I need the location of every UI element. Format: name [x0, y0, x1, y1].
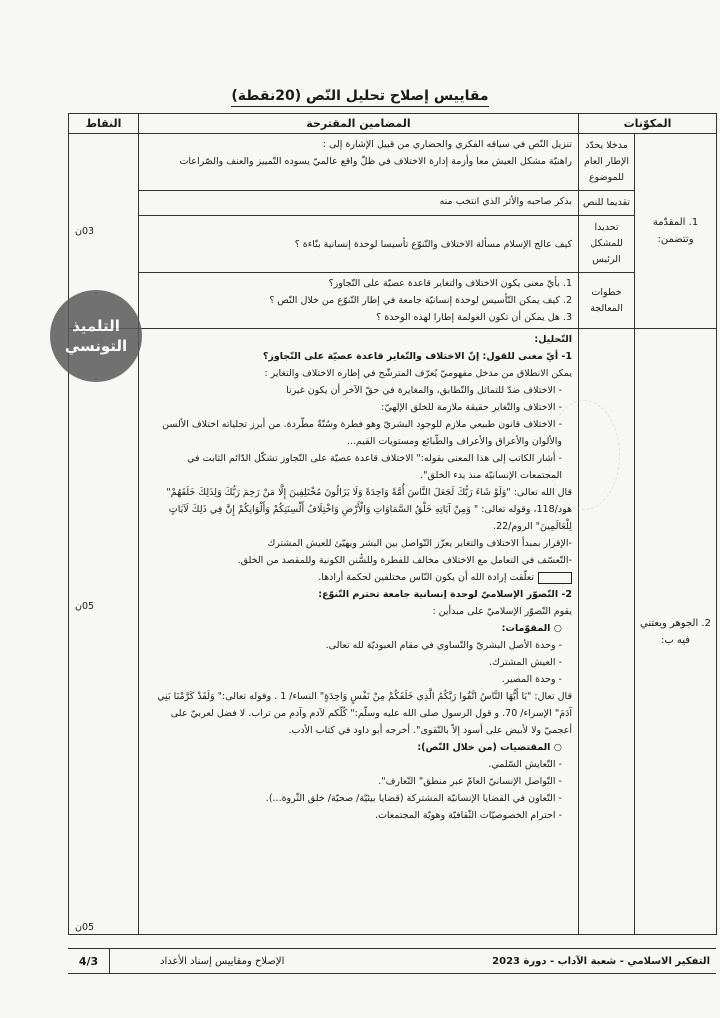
content-line: - الاختلاف ضدّ للتماثل والتّطابق، والمغايرة في حقّ الآخر أن يكون غيرنا [286, 385, 562, 396]
intro-sub-4: خطوات المعالجة [579, 273, 635, 329]
page-footer [68, 948, 716, 974]
core-content [139, 329, 579, 935]
header-contents: المضامين المقترحة [139, 114, 579, 134]
watermark-logo: التلميذ التونسي [50, 290, 142, 382]
intro-content-1: تنزيل النّص في سياقه الفكري والحضاري من قبيل الإشارة إلى : راهنيّة مشكل العيش معا وأزمة إدارة الاختلاف في ظلّ واقع عالميّ يسوده التّمييز والعنف والصّراعات [139, 134, 579, 191]
content-line: - الاختلاف قانون طبيعي ملازم للوجود البشريّ وهو فطرة وسُنّةٌ مطّردة. من أبرز تجلياته اختلاف الألسن والألوان والأعراق والأعراف والطّبائع ومستويات القيم... [162, 419, 562, 447]
intro-content-2: بذكر صاحبه والأثر الذي انتخب منه [139, 191, 579, 216]
content-line: 2- التّصوّر الإسلاميّ لوحدة إنسانية جامعة تحترم التّنوّع: [318, 589, 572, 600]
header-points: النقاط [69, 114, 139, 134]
content-line: ○ المقوّمات: [501, 623, 562, 634]
header-components: المكوّنات [579, 114, 717, 134]
content-line: -التّعسّف في التعامل مع الاختلاف مخالف للفطرة وللسُّنن الكونية وللمقصد من الخلق. [237, 555, 572, 566]
content-line: - التّعايش السّلمي. [488, 759, 562, 770]
content-line: - العيش المشترك. [488, 657, 562, 668]
content-line: - احترام الخصوصيّات الثّقافيّة وهويّة المجتمعات. [374, 810, 562, 821]
page-title: مقاييس إصلاح تحليل النّص (20نقطة) [0, 88, 720, 104]
content-line: - وحدة الأصل البشريّ والتّساوي في مقام العبوديّة لله تعالى. [325, 640, 562, 651]
intro-content-3: كيف عالج الإسلام مسألة الاختلاف والتّنوّع تأسيسا لوحدة إنسانية بنّاءة ؟ [139, 216, 579, 273]
core-lines [145, 348, 572, 824]
table-row [69, 216, 717, 273]
content-line: تعلّقت إرادة الله أن يكون النّاس مختلفين لحكمة أرادها. [145, 569, 572, 586]
content-line: - التّواصل الإنسانيّ العامّ عبر منطق" التّعارف". [378, 776, 562, 787]
table-row [69, 273, 717, 329]
intro-content-4: 1. بأيّ معنى يكون الاختلاف والتغاير قاعدة عصيّة على التّجاوز؟ 2. كيف يمكن التّأسيس لوحدة إنسانيّة جامعة في إطار التّنوّع من خلال النّص ؟ 3. هل يمكن أن تكون العولمة إطارا لهذه الوحدة ؟ [139, 273, 579, 329]
footer-page-number: 4/3 [68, 949, 110, 973]
content-line: قال تعال: "يَا أَيُّهَا النَّاسُ اتَّقُوا رَبَّكُمُ الَّذِي خَلَقَكُمْ مِنْ نَفْسٍ وَاحِدَةٍ" النساء/ 1 . وقوله تعالى:" وَلَقَدْ كَرَّمْنَا بَنِي آدَمَ" الإسراء/ 70. و قول الرسول صلى الله عليه وسلّم:" كُلّكم لآدم وآدم من تراب. لا فضل لعربيّ على أعجميّ ولا لأبيض على أسود إلاّ بالتّقوى". أخرجه أبو داود في كتاب الأدب. [157, 691, 572, 736]
intro-sub-1: مدخلا يحدّد الإطار العام للموضوع [579, 134, 635, 191]
footer-section: الإصلاح ومقاييس إسناد الأعداد [160, 955, 285, 967]
content-line: - التّعاون في القضايا الإنسانيّة المشتركة (قضايا بيئيّة/ صحيّة/ خلق الثّروة...). [265, 793, 562, 804]
content-line: يقوم التّصوّر الإسلاميّ على مبدأين : [432, 606, 572, 617]
intro-sub-3: تحديدا للمشكل الرئيس [579, 216, 635, 273]
content-line: - أشار الكاتب إلى هذا المعنى بقوله:" الاختلاف قاعدة عصيّة على التّجاوز تشكّل الدّائم الثابت في المجتمعات الإنسانيّة منذ بدء الخلق". [187, 453, 562, 481]
content-line: ○ المقتضيات (من خلال النّص): [417, 742, 562, 753]
core-points-2: 05ن [75, 921, 95, 933]
table-header-row [69, 114, 717, 134]
content-line: يمكن الانطلاق من مدخل مفهوميّ يُعرّف المترشّح في إطاره الاختلاف والتغاير : [264, 368, 572, 379]
core-points [69, 329, 139, 935]
content-line: -الإقرار بمبدأ الاختلاف والتغاير يعزّز التّواصل بين البشر ويهيّئ للعيش المشترك [267, 538, 572, 549]
intro-points: 03ن [69, 134, 139, 329]
table-row [69, 329, 717, 935]
analysis-heading: التّحليل: [534, 334, 572, 345]
content-line: - الاختلاف والتّغاير حقيقة ملازمة للخلق الإلهيّ: [381, 402, 562, 413]
arrow-icon [538, 572, 572, 584]
content-line: 1- أيّ معنى للقول: إنّ الاختلاف والتّغاير قاعدة عصيّة على التّجاوز؟ [262, 351, 572, 362]
faded-stamp [548, 400, 620, 510]
intro-label: 1. المقدّمة وتتضمن: [635, 134, 717, 329]
grading-table [68, 113, 717, 935]
intro-sub-2: تقديما للنص [579, 191, 635, 216]
content-line: قال الله تعالى: "وَلَوْ شَاءَ رَبُّكَ لَجَعَلَ النَّاسَ أُمَّةً وَاحِدَةً وَلَا يَزَالُونَ مُخْتَلِفِينَ إِلَّا مَنْ رَحِمَ رَبُّكَ وَلِذَلِكَ خَلَقَهُمْ" هود/118، وقوله تعالى: " وَمِنْ آيَاتِهِ خَلْقُ السَّمَاوَاتِ وَالْأَرْضِ وَاخْتِلَافُ أَلْسِنَتِكُمْ وَأَلْوَانِكُمْ إِنَّ فِي ذَلِكَ لَآيَاتٍ لِلْعَالَمِينَ" الروم/22. [166, 487, 572, 532]
content-line: - وحدة المصير. [501, 674, 562, 685]
core-points-1: 05ن [75, 600, 95, 612]
table-row [69, 134, 717, 191]
table-row [69, 191, 717, 216]
footer-subject: التفكير الاسلامي - شعبة الآداب - دورة 2023 [492, 955, 710, 967]
core-label: 2. الجوهر ويعتني فيه ب: [635, 329, 717, 935]
